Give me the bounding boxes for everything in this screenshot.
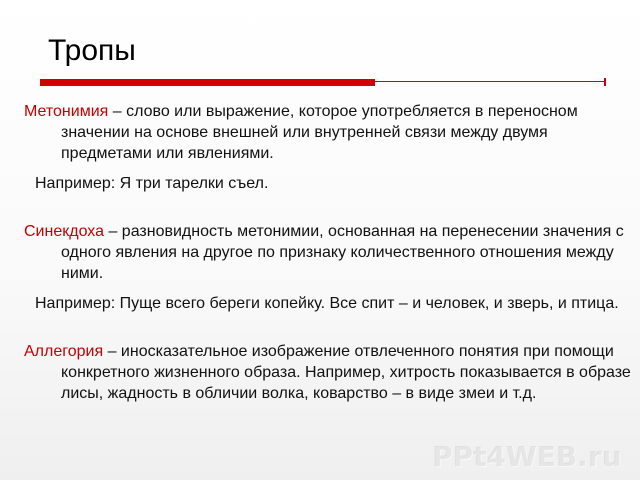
synecdoche-definition — [24, 221, 632, 284]
allegory-text: – иносказательное изображение отвлеченного понятия при помощи конкретного жизненного образа. Например, хитрость показывается в образе лисы, жадность в обличии волка, коварство – в виде змеи и т.д. — [61, 343, 631, 402]
allegory-definition — [24, 341, 632, 404]
term-allegory: Аллегория — [24, 343, 104, 360]
slide-title: Тропы — [48, 34, 136, 67]
title-underline-tick — [604, 78, 606, 86]
term-metonymy: Метонимия — [24, 103, 109, 120]
metonymy-definition — [24, 101, 632, 164]
title-underline-thick — [40, 79, 375, 86]
synecdoche-example: Например: Пуще всего береги копейку. Все спит – и человек, и зверь, и птица. — [35, 295, 619, 312]
title-underline-thin — [375, 81, 605, 82]
slide-content — [24, 101, 632, 404]
metonymy-text: – слово или выражение, которое употребляется в переносном значении на основе внешней или внутренней связи между двумя предметами или явлениями. — [61, 103, 578, 162]
term-synecdoche: Синекдоха — [24, 223, 104, 240]
watermark-logo: PPt4WEB.ru — [432, 440, 622, 473]
metonymy-example: Например: Я три тарелки съел. — [35, 175, 269, 192]
synecdoche-text: – разновидность метонимии, основанная на перенесении значения с одного явления на другое по признаку количественного отношения между ними. — [61, 223, 624, 282]
